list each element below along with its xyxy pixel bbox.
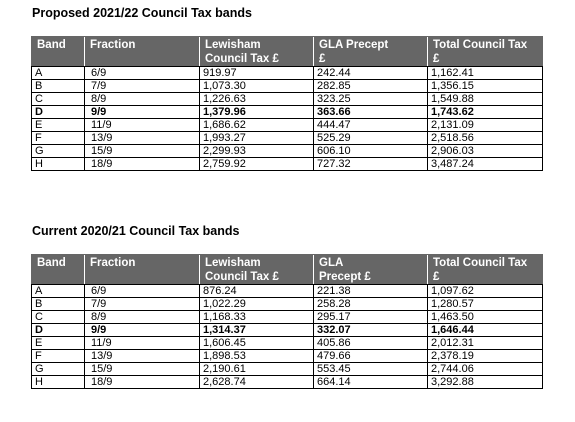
- cell-fraction: 9/9: [85, 324, 200, 337]
- cell-band: D: [32, 324, 85, 337]
- cell-total: 1,743.62: [428, 106, 543, 119]
- table-row: [32, 376, 543, 389]
- cell-lewisham: 876.24: [200, 285, 314, 298]
- cell-gla: 727.32: [314, 158, 428, 171]
- cell-lewisham: 919.97: [200, 67, 314, 80]
- cell-total: 2,906.03: [428, 145, 543, 158]
- cell-band: B: [32, 80, 85, 93]
- cell-band: F: [32, 132, 85, 145]
- table-row: [32, 132, 543, 145]
- cell-fraction: 13/9: [85, 350, 200, 363]
- header-total-line1: Total Council Tax: [433, 257, 528, 269]
- column-header-band: [32, 255, 85, 285]
- cell-band: E: [32, 337, 85, 350]
- header-lewisham-line1: Lewisham: [205, 257, 261, 269]
- cell-fraction: 9/9: [85, 106, 200, 119]
- header-band-label: Band: [37, 257, 66, 269]
- cell-total: 1,646.44: [428, 324, 543, 337]
- table-row: [32, 145, 543, 158]
- column-header-lewisham: [200, 255, 314, 285]
- cell-band: A: [32, 67, 85, 80]
- cell-lewisham: 2,759.92: [200, 158, 314, 171]
- cell-total: 2,744.06: [428, 363, 543, 376]
- column-header-band: [32, 37, 85, 67]
- cell-gla: 363.66: [314, 106, 428, 119]
- cell-fraction: 8/9: [85, 93, 200, 106]
- header-total-line1: Total Council Tax: [433, 39, 528, 51]
- proposed-bands-heading: Proposed 2021/22 Council Tax bands: [32, 6, 252, 20]
- cell-lewisham: 1,379.96: [200, 106, 314, 119]
- current-bands-heading: Current 2020/21 Council Tax bands: [32, 224, 240, 238]
- cell-lewisham: 1,606.45: [200, 337, 314, 350]
- cell-gla: 332.07: [314, 324, 428, 337]
- cell-fraction: 7/9: [85, 298, 200, 311]
- cell-total: 2,518.56: [428, 132, 543, 145]
- header-gla-line2: £: [319, 53, 326, 65]
- cell-band: C: [32, 93, 85, 106]
- table-row: [32, 67, 543, 80]
- table-row: [32, 106, 543, 119]
- table-row: [32, 324, 543, 337]
- cell-lewisham: 1,993.27: [200, 132, 314, 145]
- cell-lewisham: 2,628.74: [200, 376, 314, 389]
- cell-total: 3,487.24: [428, 158, 543, 171]
- cell-gla: 444.47: [314, 119, 428, 132]
- header-fraction-label: Fraction: [90, 257, 136, 269]
- cell-band: H: [32, 158, 85, 171]
- cell-lewisham: 1,073.30: [200, 80, 314, 93]
- cell-band: G: [32, 363, 85, 376]
- header-gla-line1: GLA Precept: [319, 39, 389, 51]
- table-row: [32, 80, 543, 93]
- cell-fraction: 13/9: [85, 132, 200, 145]
- cell-fraction: 18/9: [85, 376, 200, 389]
- cell-fraction: 7/9: [85, 80, 200, 93]
- column-header-fraction: [85, 255, 200, 285]
- cell-lewisham: 2,299.93: [200, 145, 314, 158]
- header-lewisham-line1: Lewisham: [205, 39, 261, 51]
- table-row: [32, 93, 543, 106]
- cell-gla: 479.66: [314, 350, 428, 363]
- table-row: [32, 350, 543, 363]
- column-header-fraction: [85, 37, 200, 67]
- cell-band: G: [32, 145, 85, 158]
- cell-total: 2,131.09: [428, 119, 543, 132]
- column-header-total: [428, 37, 543, 67]
- column-header-gla: [314, 255, 428, 285]
- cell-fraction: 15/9: [85, 145, 200, 158]
- cell-band: E: [32, 119, 85, 132]
- cell-band: H: [32, 376, 85, 389]
- header-lewisham-line2: Council Tax £: [205, 271, 279, 283]
- cell-gla: 664.14: [314, 376, 428, 389]
- table-row: [32, 363, 543, 376]
- cell-lewisham: 1,226.63: [200, 93, 314, 106]
- cell-total: 2,012.31: [428, 337, 543, 350]
- header-row: [32, 255, 543, 285]
- cell-band: C: [32, 311, 85, 324]
- header-total-line2: £: [433, 271, 440, 283]
- cell-lewisham: 1,168.33: [200, 311, 314, 324]
- table-row: [32, 119, 543, 132]
- cell-total: 1,097.62: [428, 285, 543, 298]
- cell-gla: 405.86: [314, 337, 428, 350]
- cell-lewisham: 1,898.53: [200, 350, 314, 363]
- cell-gla: 525.29: [314, 132, 428, 145]
- cell-total: 1,549.88: [428, 93, 543, 106]
- cell-lewisham: 1,022.29: [200, 298, 314, 311]
- column-header-total: [428, 255, 543, 285]
- cell-total: 2,378.19: [428, 350, 543, 363]
- cell-gla: 242.44: [314, 67, 428, 80]
- header-fraction-label: Fraction: [90, 39, 136, 51]
- cell-fraction: 11/9: [85, 337, 200, 350]
- cell-total: 1,463.50: [428, 311, 543, 324]
- table-row: [32, 285, 543, 298]
- cell-total: 1,162.41: [428, 67, 543, 80]
- header-total-line2: £: [433, 53, 440, 65]
- header-gla-line2: Precept £: [319, 271, 371, 283]
- cell-lewisham: 1,686.62: [200, 119, 314, 132]
- header-gla-line1: GLA: [319, 257, 344, 269]
- proposed-bands-table: [31, 36, 543, 171]
- cell-band: A: [32, 285, 85, 298]
- table-row: [32, 158, 543, 171]
- cell-lewisham: 1,314.37: [200, 324, 314, 337]
- cell-gla: 295.17: [314, 311, 428, 324]
- table-row: [32, 298, 543, 311]
- cell-fraction: 11/9: [85, 119, 200, 132]
- cell-gla: 606.10: [314, 145, 428, 158]
- header-band-label: Band: [37, 39, 66, 51]
- cell-gla: 282.85: [314, 80, 428, 93]
- cell-fraction: 6/9: [85, 67, 200, 80]
- table-row: [32, 311, 543, 324]
- cell-gla: 258.28: [314, 298, 428, 311]
- cell-fraction: 18/9: [85, 158, 200, 171]
- cell-gla: 553.45: [314, 363, 428, 376]
- cell-lewisham: 2,190.61: [200, 363, 314, 376]
- table-row: [32, 337, 543, 350]
- cell-fraction: 6/9: [85, 285, 200, 298]
- cell-gla: 221.38: [314, 285, 428, 298]
- cell-band: D: [32, 106, 85, 119]
- cell-total: 3,292.88: [428, 376, 543, 389]
- header-lewisham-line2: Council Tax £: [205, 53, 279, 65]
- cell-fraction: 15/9: [85, 363, 200, 376]
- cell-band: B: [32, 298, 85, 311]
- header-row: [32, 37, 543, 67]
- cell-total: 1,356.15: [428, 80, 543, 93]
- column-header-gla: [314, 37, 428, 67]
- cell-total: 1,280.57: [428, 298, 543, 311]
- column-header-lewisham: [200, 37, 314, 67]
- cell-gla: 323.25: [314, 93, 428, 106]
- current-bands-table: [31, 254, 543, 389]
- cell-fraction: 8/9: [85, 311, 200, 324]
- cell-band: F: [32, 350, 85, 363]
